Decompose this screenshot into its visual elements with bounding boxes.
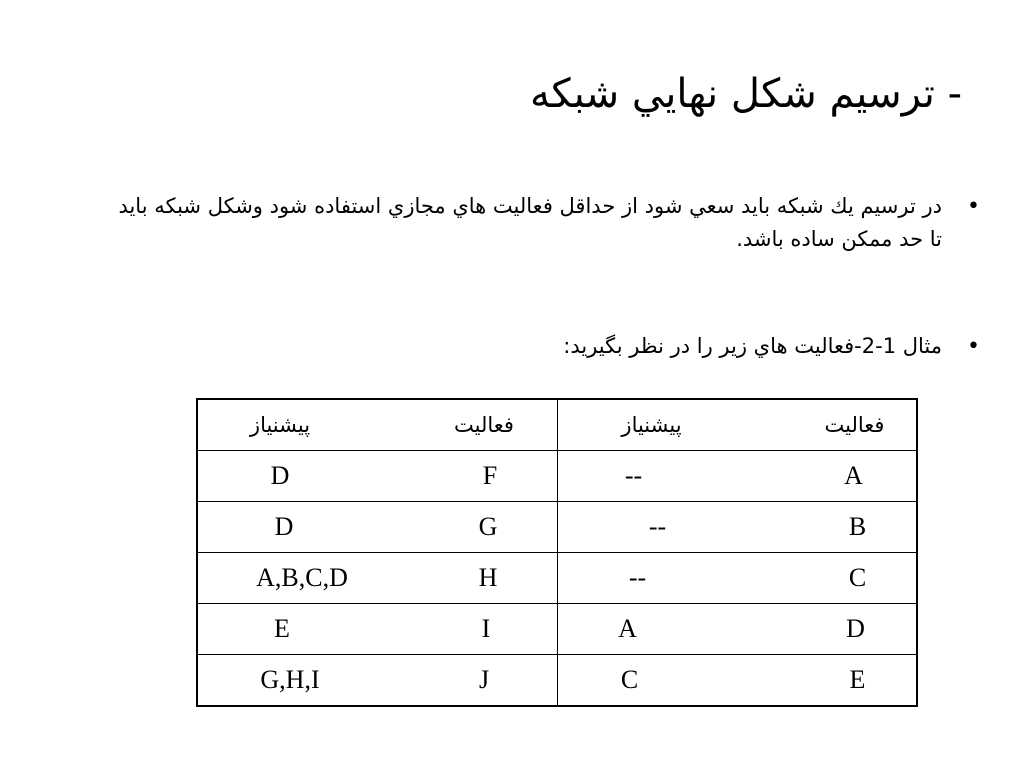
activity-cell: A [844,461,863,490]
header-predecessor: پيشنياز [249,413,311,437]
activity-cell: F [482,461,498,490]
row-left-half [197,451,557,502]
predecessor-cell: E [274,614,290,643]
activity-cell: C [848,563,867,592]
activity-cell: G [478,512,498,541]
bullet-text: مثال 1-2-فعاليت هاي زير را در نظر بگيريد: [563,334,942,358]
row-right-half [557,604,917,655]
bullet-item [102,190,980,256]
row-right-half [557,451,917,502]
bullet-dot-icon: • [967,194,980,219]
precedence-table [196,398,918,707]
table-header-row [197,399,917,451]
activity-cell: J [478,665,490,694]
predecessor-cell: -- [624,461,643,490]
row-left-half [197,502,557,553]
predecessor-cell: A,B,C,D [256,563,348,592]
predecessor-cell: A [618,614,637,643]
predecessor-cell: -- [628,563,647,592]
table-row [197,553,917,604]
bullet-dot-icon: • [967,334,980,359]
table-row [197,451,917,502]
table-row [197,655,917,707]
table-row [197,604,917,655]
predecessor-cell: D [270,461,290,490]
predecessor-cell: C [620,665,639,694]
row-left-half [197,604,557,655]
row-right-half [557,655,917,707]
header-right-half [557,399,917,451]
activity-cell: I [481,614,491,643]
table-row [197,502,917,553]
bullet-text: در ترسيم يك شبكه بايد سعي شود از حداقل فعاليت هاي مجازي استفاده شود وشكل شبكه بايد تا حد ممكن ساده باشد. [118,194,942,251]
header-left-half [197,399,557,451]
bullet-item [102,330,980,363]
predecessor-cell: D [274,512,294,541]
slide-title: - ترسيم شكل نهايي شبكه [530,71,962,117]
header-activity: فعاليت [454,413,514,437]
row-left-half [197,553,557,604]
row-right-half [557,553,917,604]
predecessor-cell: G,H,I [260,665,320,694]
activity-cell: B [848,512,867,541]
row-left-half [197,655,557,707]
activity-cell: E [849,665,866,694]
header-predecessor: پيشنياز [621,413,682,437]
predecessor-cell: -- [648,512,667,541]
header-activity: فعاليت [824,413,885,437]
activity-cell: D [846,614,865,643]
activity-cell: H [478,563,498,592]
row-right-half [557,502,917,553]
